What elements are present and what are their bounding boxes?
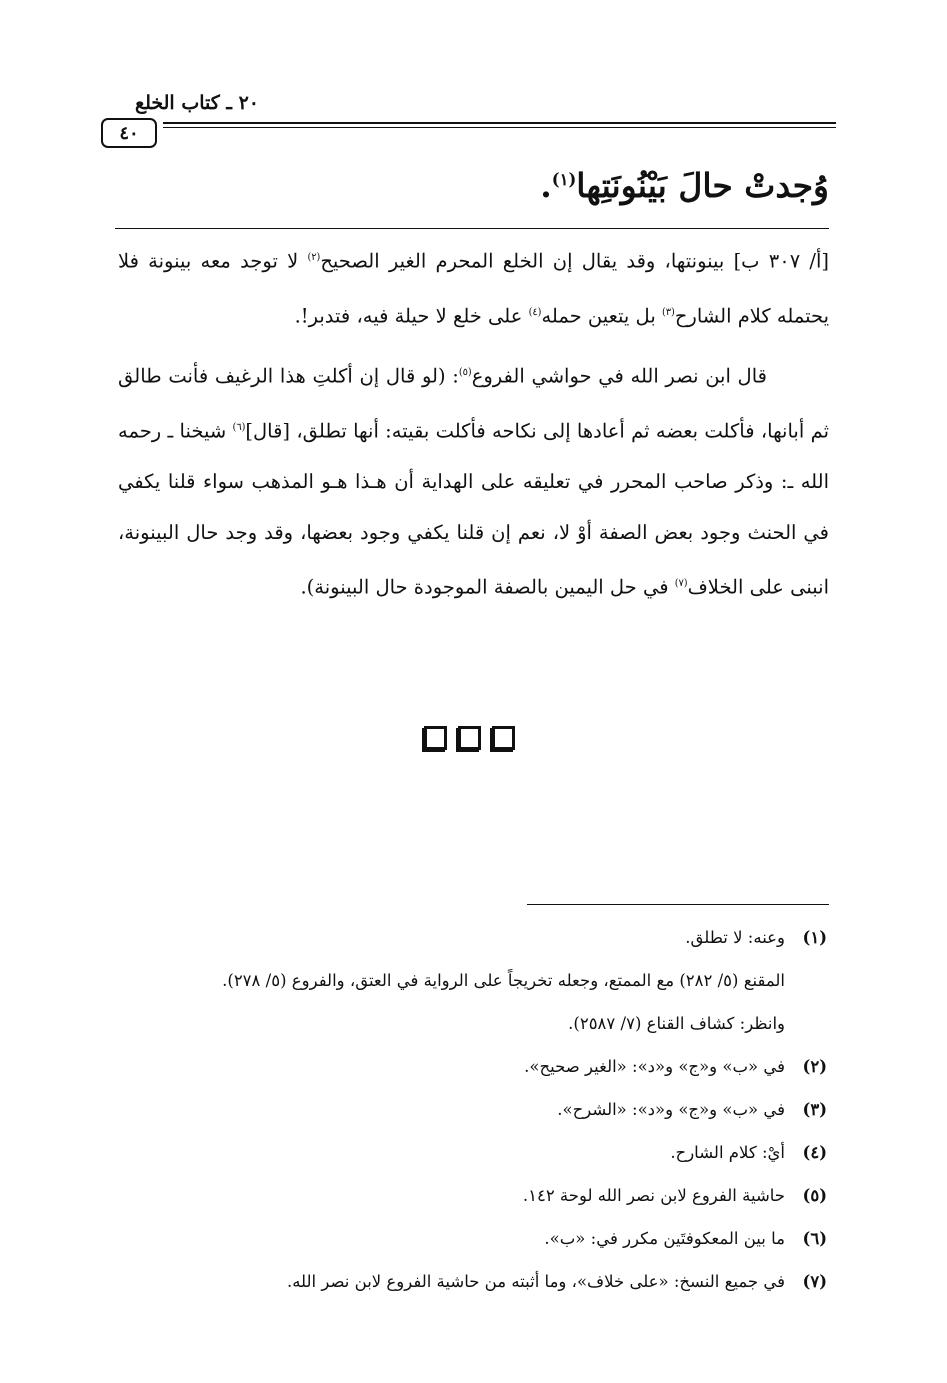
footnote-number: (٢) [802, 1057, 827, 1076]
header-rule [163, 122, 836, 124]
footnote [118, 1088, 827, 1131]
footnote-ref: (٦) [232, 421, 246, 433]
footnote-continuation [118, 959, 827, 1002]
footnote-continuation [118, 1002, 827, 1045]
footnote-ref: (٥) [458, 367, 472, 378]
footnote-text: ما بين المعكوفتَين مكرر في: «ب». [544, 1229, 785, 1248]
paragraph [118, 347, 829, 613]
text-run: قال ابن نصر الله في حواشي الفروع [471, 364, 767, 388]
footnote [118, 1260, 827, 1303]
text-run: على خلع لا حيلة فيه، فتدبر!. [294, 304, 529, 327]
footnote [118, 1174, 827, 1217]
lead-end: . [540, 166, 552, 205]
footnote-ref: (٢) [307, 252, 321, 263]
footnote-rule [527, 904, 829, 905]
footnote-text: في «ب» و«ج» و«د»: «الغير صحيح». [524, 1057, 785, 1076]
section-end-ornament [424, 726, 515, 750]
chapter-title: ٢٠ ـ كتاب الخلع [134, 92, 259, 114]
footnote-number: (١) [802, 928, 827, 947]
paragraph [118, 232, 829, 341]
footnote-ref: (١) [551, 170, 577, 189]
footnote-number: (٦) [802, 1229, 827, 1248]
text-run: شيخنا ـ رحمه الله ـ: وذكر صاحب المحرر في تعليقه على الهداية أن هـذا هـو المذهب سواء قلنا يكفي في الحنث وجود بعض الصفة أوْ لا، نعم إن قلنا يكفي وجود بعضها، وقد وجد حال البينونة، انبنى على الخلاف [118, 419, 829, 599]
footnote-text: في جميع النسخ: «على خلاف»، وما أثبته من حاشية الفروع لابن نصر الله. [286, 1272, 785, 1291]
footnotes [118, 916, 827, 1303]
footnote-text: المقنع (٥/ ٢٨٢) مع الممتع، وجعله تخريجاً على الرواية في العتق، والفروع (٥/ ٢٧٨). [222, 971, 785, 990]
footnote-text: وعنه: لا تطلق. [685, 928, 785, 947]
header-rule-thin [163, 127, 836, 128]
footnote [118, 1045, 827, 1088]
footnote-text: أيْ: كلام الشارح. [670, 1143, 785, 1162]
footnote-ref: (٧) [674, 578, 688, 589]
footnote-text: حاشية الفروع لابن نصر الله لوحة ١٤٢. [522, 1186, 785, 1205]
footnote-number: (٤) [802, 1143, 827, 1162]
text-run: [أ/ ٣٠٧ ب] بينونتها، وقد يقال إن الخلع المحرم الغير الصحيح [320, 249, 829, 273]
footnote-number: (٥) [802, 1186, 827, 1205]
lead-heading [540, 166, 829, 205]
footnote [118, 1131, 827, 1174]
footnote-ref: (٤) [528, 306, 542, 318]
main-text [118, 232, 829, 613]
square-ornament-icon [424, 726, 447, 750]
text-run: بل يتعين حمله [541, 304, 662, 327]
footnote [118, 916, 827, 959]
square-ornament-icon [492, 726, 515, 750]
footnote-number: (٧) [802, 1272, 827, 1291]
lead-text: وُجدتْ حالَ بَيْنُونَتِها [576, 166, 829, 205]
lead-rule [115, 228, 829, 229]
footnote-number: (٣) [802, 1100, 827, 1119]
text-run: في حل اليمين بالصفة الموجودة حال البينونة). [300, 575, 675, 599]
text-run: : (لو قال إن أكلتِ هذا الرغيف فأنت طالق ثم أبانها، فأكلت بعضه ثم أعادها إلى نكاحه فأكلت بقيته: أنها تطلق، [قال] [118, 364, 829, 442]
footnote-text: في «ب» و«ج» و«د»: «الشرح». [557, 1100, 785, 1119]
text-run: لا توجد معه بينونة فلا يحتمله كلام الشارح [118, 249, 829, 327]
square-ornament-icon [458, 726, 481, 750]
footnote-ref: (٣) [661, 306, 675, 318]
footnote-text: وانظر: كشاف القناع (٧/ ٢٥٨٧). [568, 1014, 785, 1033]
footnote [118, 1217, 827, 1260]
page-number: ٤٠ [101, 118, 157, 148]
